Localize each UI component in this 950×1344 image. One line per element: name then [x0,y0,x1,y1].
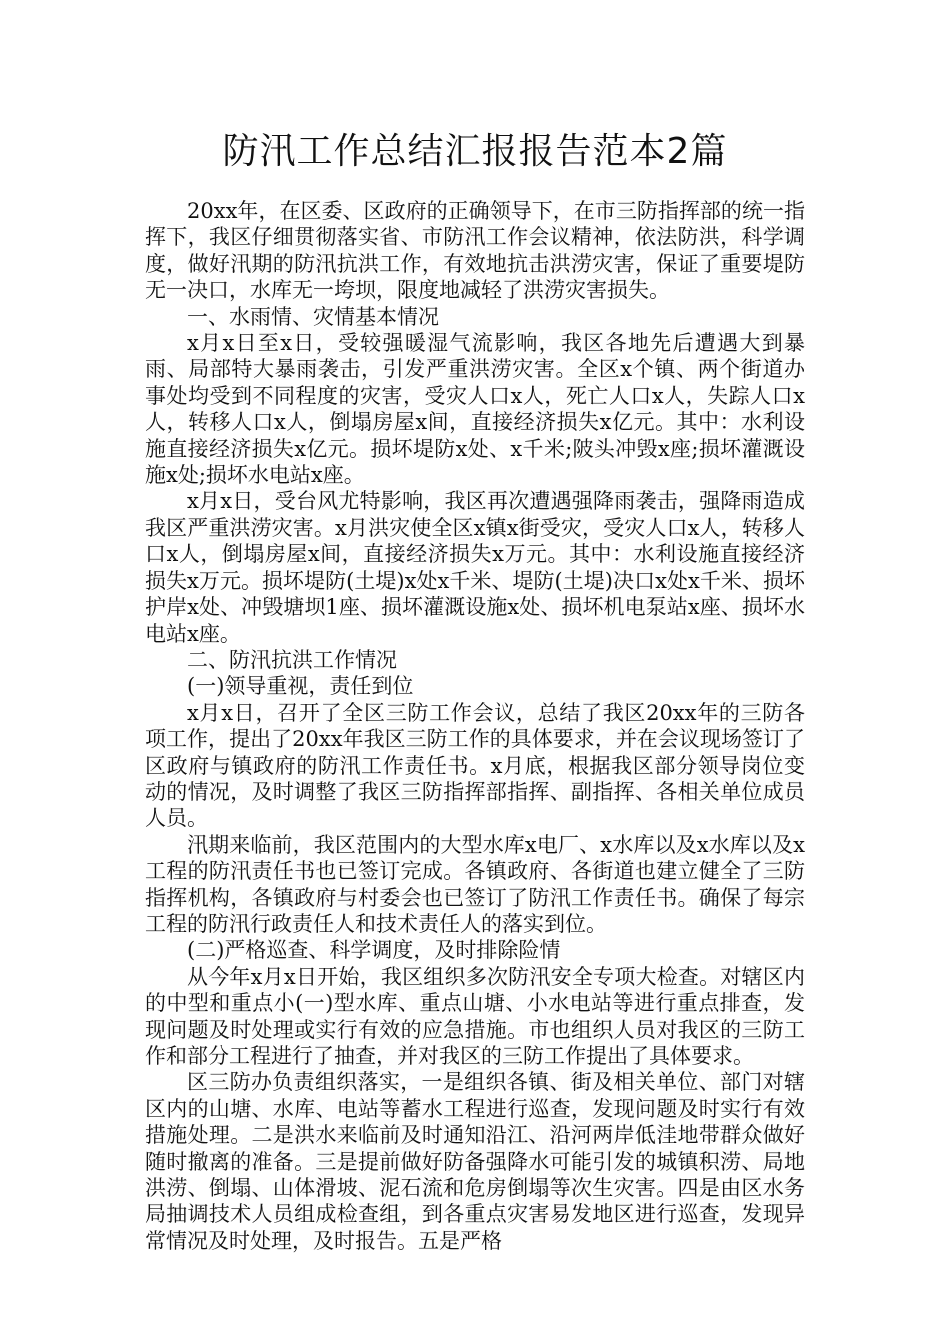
body-paragraph: x月x日至x日，受较强暖湿气流影响，我区各地先后遭遇大到暴雨、局部特大暴雨袭击，引发严重洪涝灾害。全区x个镇、两个街道办事处均受到不同程度的灾害，受灾人口x人，死亡人口x人，失踪人口x人，转移人口x人，倒塌房屋x间，直接经济损失x亿元。其中：水利设施直接经济损失x亿元。损坏堤防x处、x千米;陂头冲毁x座;损坏灌溉设施x处;损坏水电站x座。 [145,331,805,488]
body-paragraph: x月x日，召开了全区三防工作会议，总结了我区20xx年的三防各项工作，提出了20xx年我区三防工作的具体要求，并在会议现场签订了区政府与镇政府的防汛工作责任书。x月底，根据我区部分领导岗位变动的情况，及时调整了我区三防指挥部指挥、副指挥、各相关单位成员人员。 [145,700,805,831]
intro-paragraph: 20xx年，在区委、区政府的正确领导下，在市三防指挥部的统一指挥下，我区仔细贯彻落实省、市防汛工作会议精神，依法防洪，科学调度，做好汛期的防汛抗洪工作，有效地抗击洪涝灾害，保证了重要堤防无一决口，水库无一垮坝，限度地减轻了洪涝灾害损失。 [145,199,805,303]
section-heading-1: 一、水雨情、灾情基本情况 [187,304,439,329]
document-body [145,198,805,1254]
document-title: 防汛工作总结汇报报告范本2篇 [222,131,728,172]
body-paragraph: x月x日，受台风尤特影响，我区再次遭遇强降雨袭击，强降雨造成我区严重洪涝灾害。x月洪灾使全区x镇x街受灾，受灾人口x人，转移人口x人，倒塌房屋x间，直接经济损失x万元。其中：水利设施直接经济损失x万元。损坏堤防(土堤)x处x千米、堤防(土堤)决口x处x千米、损坏护岸x处、冲毁塘坝1座、损坏灌溉设施x处、损坏机电泵站x座、损坏水电站x座。 [145,489,805,646]
section-heading-2: 二、防汛抗洪工作情况 [187,647,397,672]
body-paragraph: 汛期来临前，我区范围内的大型水库x电厂、x水库以及x水库以及x工程的防汛责任书也已签订完成。各镇政府、各街道也建立健全了三防指挥机构，各镇政府与村委会也已签订了防汛工作责任书。确保了每宗工程的防汛行政责任人和技术责任人的落实到位。 [145,832,805,936]
body-paragraph: 区三防办负责组织落实，一是组织各镇、街及相关单位、部门对辖区内的山塘、水库、电站等蓄水工程进行巡查，发现问题及时实行有效措施处理。二是洪水来临前及时通知沿江、沿河两岸低洼地带群众做好随时撤离的准备。三是提前做好防备强降水可能引发的城镇积涝、局地洪涝、倒塌、山体滑坡、泥石流和危房倒塌等次生灾害。四是由区水务局抽调技术人员组成检查组，到各重点灾害易发地区进行巡查，发现异常情况及时处理，及时报告。五是严格 [145,1070,805,1253]
body-paragraph: 从今年x月x日开始，我区组织多次防汛安全专项大检查。对辖区内的中型和重点小(一)型水库、重点山塘、小水电站等进行重点排查，发现问题及时处理或实行有效的应急措施。市也组织人员对我区的三防工作和部分工程进行了抽查，并对我区的三防工作提出了具体要求。 [145,964,805,1068]
subsection-heading-2: (二)严格巡查、科学调度，及时排除险情 [187,938,561,963]
subsection-heading-1: (一)领导重视，责任到位 [187,674,414,699]
